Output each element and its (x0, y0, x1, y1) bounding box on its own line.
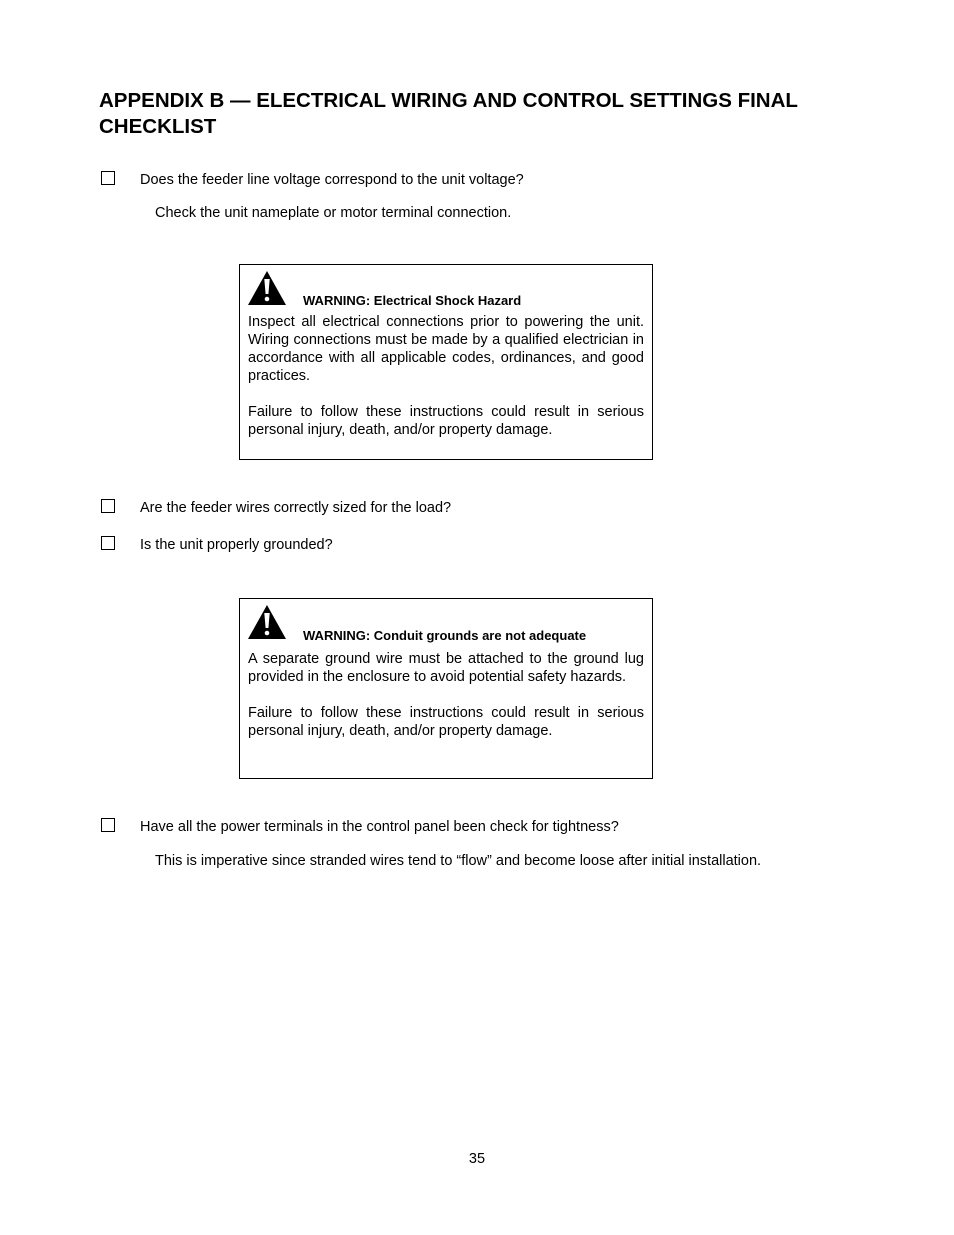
checkbox-icon[interactable] (101, 499, 115, 513)
checklist-question: Are the feeder wires correctly sized for the load? (140, 500, 452, 516)
checkbox-icon[interactable] (101, 818, 115, 832)
checkbox-icon[interactable] (101, 536, 115, 550)
checklist-item (99, 818, 859, 840)
checklist-item (99, 171, 859, 193)
warning-text: Failure to follow these instructions could result in serious personal injury, death, and/or property damage. (248, 705, 644, 739)
warning-text: A separate ground wire must be attached to the ground lug provided in the enclosure to avoid potential safety hazards. (248, 651, 644, 685)
warning-title: WARNING: Conduit grounds are not adequate (303, 628, 587, 643)
warning-title: WARNING: Electrical Shock Hazard (303, 293, 522, 308)
warning-box (239, 264, 653, 460)
page-number: 35 (468, 1151, 486, 1167)
page-title: APPENDIX B — ELECTRICAL WIRING AND CONTROL SETTINGS FINAL CHECKLIST (99, 89, 798, 138)
warning-text: Inspect all electrical connections prior to powering the unit. Wiring connections must be made by a qualified electrician in accordance with all applicable codes, ordinances, and good practices. (248, 314, 644, 384)
checklist-note: This is imperative since stranded wires tend to “flow” and become loose after initial installation. (155, 853, 762, 869)
checklist-item (99, 499, 859, 521)
checkbox-icon[interactable] (101, 171, 115, 185)
warning-box (239, 598, 653, 779)
checklist-note: Check the unit nameplate or motor terminal connection. (155, 205, 512, 221)
checklist-question: Does the feeder line voltage correspond to the unit voltage? (140, 172, 524, 188)
checklist-question: Have all the power terminals in the control panel been check for tightness? (140, 819, 619, 835)
checklist-item (99, 536, 859, 558)
warning-text: Failure to follow these instructions could result in serious personal injury, death, and/or property damage. (248, 404, 644, 438)
warning-triangle-icon (247, 270, 287, 306)
checklist-question: Is the unit properly grounded? (140, 537, 333, 553)
warning-triangle-icon (247, 604, 287, 640)
